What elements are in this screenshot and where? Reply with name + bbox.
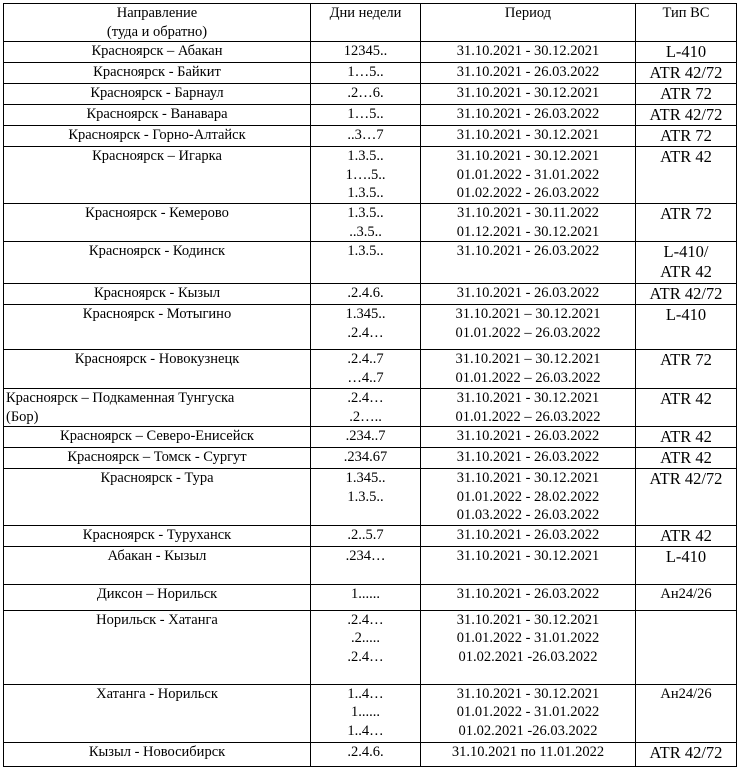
days-value: 1.3.5.. (347, 243, 384, 259)
header-aircraft: Тип ВС (636, 4, 737, 42)
route-cell (4, 389, 311, 427)
route-name: Красноярск - Новокузнецк (74, 351, 240, 367)
days-value: 1...... (351, 585, 380, 602)
aircraft-value: Ан24/26 (660, 585, 712, 602)
days-value: 1.345.. (345, 470, 386, 486)
days-cell (311, 204, 421, 242)
period-value: 01.02.2021 -26.03.2022 (458, 648, 598, 665)
period-value: 31.10.2021 - 30.12.2021 (456, 390, 600, 406)
days-value: 1...... (351, 704, 380, 720)
days-cell (311, 126, 421, 147)
days-cell (311, 684, 421, 742)
aircraft-cell (636, 126, 737, 147)
period-value: 31.10.2021 - 26.03.2022 (456, 106, 600, 122)
table-row (4, 525, 737, 546)
aircraft-cell (636, 584, 737, 610)
period-value: 01.12.2021 - 30.12.2021 (456, 223, 600, 240)
period-cell (421, 63, 636, 84)
route-cell (4, 448, 311, 469)
period-cell (421, 448, 636, 469)
header-period: Период (421, 4, 636, 42)
table-row (4, 105, 737, 126)
route-cell (4, 684, 311, 742)
route-cell (4, 284, 311, 305)
period-value: 31.10.2021 - 26.03.2022 (456, 449, 600, 465)
aircraft-cell (636, 84, 737, 105)
aircraft-value: ATR 42/72 (649, 284, 723, 303)
days-value: 1.3.5.. (347, 205, 384, 221)
route-cell (4, 84, 311, 105)
period-value: 31.10.2021 - 30.12.2021 (456, 148, 600, 164)
aircraft-value: ATR 42/72 (649, 63, 723, 82)
period-value: 31.10.2021 - 30.12.2021 (456, 611, 600, 628)
aircraft-value: ATR 42 (660, 448, 712, 467)
period-value: 31.10.2021 – 30.12.2021 (455, 351, 601, 367)
schedule-body (4, 42, 737, 767)
table-row (4, 469, 737, 526)
aircraft-cell (636, 389, 737, 427)
aircraft-value: ATR 42 (660, 427, 712, 446)
aircraft-cell (636, 242, 737, 284)
days-value: .2.4… (347, 611, 384, 628)
route-name: Хатанга - Норильск (96, 685, 218, 702)
table-row (4, 126, 737, 147)
period-value: 31.10.2021 - 26.03.2022 (456, 285, 600, 301)
route-name: Красноярск – Игарка (92, 148, 222, 164)
route-cell (4, 105, 311, 126)
aircraft-value: ATR 42 (660, 525, 712, 545)
period-value: 31.10.2021 по 11.01.2022 (451, 743, 605, 760)
route-cell (4, 469, 311, 526)
period-cell (421, 84, 636, 105)
days-value: .2.4..7 (347, 351, 384, 367)
days-value: 1.345.. (345, 306, 386, 322)
days-cell (311, 525, 421, 546)
aircraft-value: Ан24/26 (660, 685, 712, 702)
route-cell (4, 126, 311, 147)
aircraft-cell (636, 546, 737, 584)
days-value: .2.4… (347, 390, 384, 406)
period-value: 01.01.2022 - 31.01.2022 (456, 166, 600, 183)
aircraft-cell (636, 742, 737, 766)
aircraft-cell (636, 105, 737, 126)
period-value: 31.10.2021 - 30.12.2021 (456, 685, 600, 702)
route-cell (4, 525, 311, 546)
period-cell (421, 684, 636, 742)
period-value: 01.03.2022 - 26.03.2022 (456, 507, 600, 523)
aircraft-cell (636, 684, 737, 742)
header-row (4, 4, 737, 42)
period-value: 31.10.2021 - 26.03.2022 (456, 64, 600, 80)
route-name: Красноярск - Ванавара (86, 106, 228, 122)
days-value: .234.67 (343, 449, 388, 465)
route-name: Красноярск - Кызыл (93, 285, 221, 301)
days-value: …4..7 (347, 369, 384, 386)
period-cell (421, 742, 636, 766)
aircraft-value: ATR 42/72 (649, 469, 723, 488)
period-cell (421, 546, 636, 584)
period-value: 31.10.2021 - 26.03.2022 (456, 428, 600, 444)
days-value: .234..7 (345, 428, 386, 444)
period-value: 01.01.2022 - 31.01.2022 (456, 704, 600, 720)
period-value: 01.01.2022 – 26.03.2022 (455, 408, 601, 425)
days-cell (311, 63, 421, 84)
route-name: Норильск - Хатанга (96, 611, 218, 628)
period-cell (421, 469, 636, 526)
aircraft-value: ATR 42 (660, 147, 712, 166)
table-row (4, 584, 737, 610)
table-row (4, 427, 737, 448)
aircraft-cell (636, 305, 737, 350)
aircraft-value: L-410 (665, 42, 707, 61)
aircraft-value: ATR 42/72 (649, 105, 723, 124)
period-cell (421, 42, 636, 63)
days-value: .2.4.6. (347, 743, 384, 760)
route-name-continuation: (Бор) (6, 408, 39, 425)
table-row (4, 546, 737, 584)
route-cell (4, 350, 311, 389)
table-row (4, 389, 737, 427)
route-cell (4, 147, 311, 204)
days-cell (311, 546, 421, 584)
period-value: 31.10.2021 - 30.12.2021 (456, 85, 600, 101)
days-cell (311, 242, 421, 284)
days-cell (311, 350, 421, 389)
route-cell (4, 204, 311, 242)
route-cell (4, 427, 311, 448)
period-cell (421, 204, 636, 242)
aircraft-cell (636, 427, 737, 448)
days-value: 1….5.. (345, 166, 386, 183)
period-value: 31.10.2021 – 30.12.2021 (455, 306, 601, 322)
period-cell (421, 126, 636, 147)
days-cell (311, 84, 421, 105)
route-cell (4, 42, 311, 63)
table-row (4, 448, 737, 469)
aircraft-value: ATR 42 (660, 262, 712, 281)
table-row (4, 610, 737, 684)
aircraft-value: ATR 72 (660, 204, 712, 223)
days-cell (311, 284, 421, 305)
days-cell (311, 147, 421, 204)
days-cell (311, 584, 421, 610)
table-row (4, 147, 737, 204)
period-cell (421, 427, 636, 448)
days-cell (311, 305, 421, 350)
period-cell (421, 105, 636, 126)
period-cell (421, 610, 636, 684)
days-value: 1..4… (347, 685, 384, 702)
aircraft-value: ATR 72 (660, 84, 712, 103)
period-value: 31.10.2021 - 30.12.2021 (456, 547, 600, 564)
period-value: 01.01.2022 - 31.01.2022 (456, 630, 600, 646)
period-value: 31.10.2021 - 30.11.2022 (456, 205, 600, 221)
days-value: .2.4… (347, 324, 384, 341)
days-value: .2.4… (347, 648, 384, 665)
route-name: Красноярск – Томск - Сургут (67, 449, 247, 465)
period-cell (421, 525, 636, 546)
route-cell (4, 305, 311, 350)
days-value: .2..5.7 (347, 526, 384, 543)
table-row (4, 242, 737, 284)
period-cell (421, 242, 636, 284)
route-name: Красноярск – Подкаменная Тунгуска (6, 390, 235, 406)
route-cell (4, 546, 311, 584)
aircraft-cell (636, 63, 737, 84)
days-value: ..3…7 (347, 127, 384, 143)
period-cell (421, 147, 636, 204)
route-name: Красноярск - Барнаул (90, 85, 224, 101)
route-cell (4, 242, 311, 284)
aircraft-cell (636, 42, 737, 63)
header-route-line2: (туда и обратно) (106, 23, 208, 40)
route-cell (4, 584, 311, 610)
period-value: 31.10.2021 - 30.12.2021 (456, 470, 600, 486)
days-cell (311, 427, 421, 448)
route-cell (4, 63, 311, 84)
period-value: 01.02.2021 -26.03.2022 (458, 722, 598, 739)
period-value: 01.02.2022 - 26.03.2022 (456, 185, 600, 201)
flight-schedule-table (3, 3, 737, 767)
aircraft-value: ATR 42/72 (649, 742, 723, 762)
table-row (4, 42, 737, 63)
days-value: 12345.. (343, 43, 388, 59)
days-cell (311, 448, 421, 469)
header-route-line1: Направление (116, 5, 198, 21)
period-value: 31.10.2021 - 30.12.2021 (456, 127, 600, 143)
route-name: Красноярск – Абакан (91, 43, 223, 59)
period-value: 01.01.2022 - 28.02.2022 (456, 488, 600, 505)
route-name: Красноярск - Кодинск (88, 243, 226, 259)
days-cell (311, 42, 421, 63)
route-name: Красноярск - Мотыгино (82, 306, 232, 322)
aircraft-cell (636, 147, 737, 204)
route-name: Абакан - Кызыл (107, 547, 207, 564)
period-cell (421, 284, 636, 305)
days-value: 1.3.5.. (347, 488, 384, 505)
days-cell (311, 105, 421, 126)
route-name: Красноярск - Туруханск (82, 526, 232, 543)
period-value: 31.10.2021 - 30.12.2021 (456, 43, 600, 59)
days-value: .2….. (349, 408, 382, 425)
period-cell (421, 350, 636, 389)
aircraft-value: ATR 72 (660, 126, 712, 145)
days-value: .2…6. (347, 85, 384, 101)
table-row (4, 684, 737, 742)
aircraft-cell (636, 610, 737, 684)
table-row (4, 84, 737, 105)
aircraft-cell (636, 284, 737, 305)
days-cell (311, 610, 421, 684)
route-cell (4, 610, 311, 684)
route-cell (4, 742, 311, 766)
period-cell (421, 389, 636, 427)
aircraft-value: ATR 72 (660, 350, 712, 369)
days-cell (311, 469, 421, 526)
period-value: 01.01.2022 – 26.03.2022 (455, 369, 601, 386)
aircraft-cell (636, 469, 737, 526)
days-value: .234… (345, 547, 386, 564)
days-cell (311, 742, 421, 766)
days-value: 1.3.5.. (347, 185, 384, 201)
days-value: 1…5.. (347, 64, 384, 80)
aircraft-value: ATR 42 (660, 389, 712, 408)
table-row (4, 742, 737, 766)
table-row (4, 284, 737, 305)
days-cell (311, 389, 421, 427)
table-row (4, 63, 737, 84)
aircraft-value: L-410/ (663, 242, 709, 261)
route-name: Красноярск – Северо-Енисейск (60, 428, 254, 444)
route-name: Красноярск - Горно-Алтайск (68, 127, 246, 143)
period-cell (421, 305, 636, 350)
aircraft-cell (636, 350, 737, 389)
days-value: 1.3.5.. (347, 148, 384, 164)
period-value: 31.10.2021 - 26.03.2022 (456, 243, 600, 259)
header-route (4, 4, 311, 42)
route-name: Красноярск - Кемерово (85, 205, 229, 221)
aircraft-cell (636, 525, 737, 546)
days-value: 1…5.. (347, 106, 384, 122)
route-name: Красноярск - Тура (100, 470, 214, 486)
aircraft-value: L-410 (665, 546, 707, 566)
days-value: 1..4… (347, 722, 384, 739)
table-row (4, 350, 737, 389)
aircraft-cell (636, 448, 737, 469)
days-value: .2..... (351, 630, 380, 646)
days-value: .2.4.6. (347, 285, 384, 301)
period-cell (421, 584, 636, 610)
route-name: Кызыл - Новосибирск (88, 743, 226, 760)
aircraft-cell (636, 204, 737, 242)
period-value: 31.10.2021 - 26.03.2022 (456, 585, 600, 602)
table-row (4, 305, 737, 350)
aircraft-value: L-410 (665, 305, 707, 324)
route-name: Диксон – Норильск (96, 585, 218, 602)
period-value: 01.01.2022 – 26.03.2022 (455, 324, 601, 341)
header-days: Дни недели (311, 4, 421, 42)
route-name: Красноярск - Байкит (93, 64, 221, 80)
period-value: 31.10.2021 - 26.03.2022 (456, 526, 600, 543)
days-value: ..3.5.. (349, 223, 382, 240)
table-row (4, 204, 737, 242)
